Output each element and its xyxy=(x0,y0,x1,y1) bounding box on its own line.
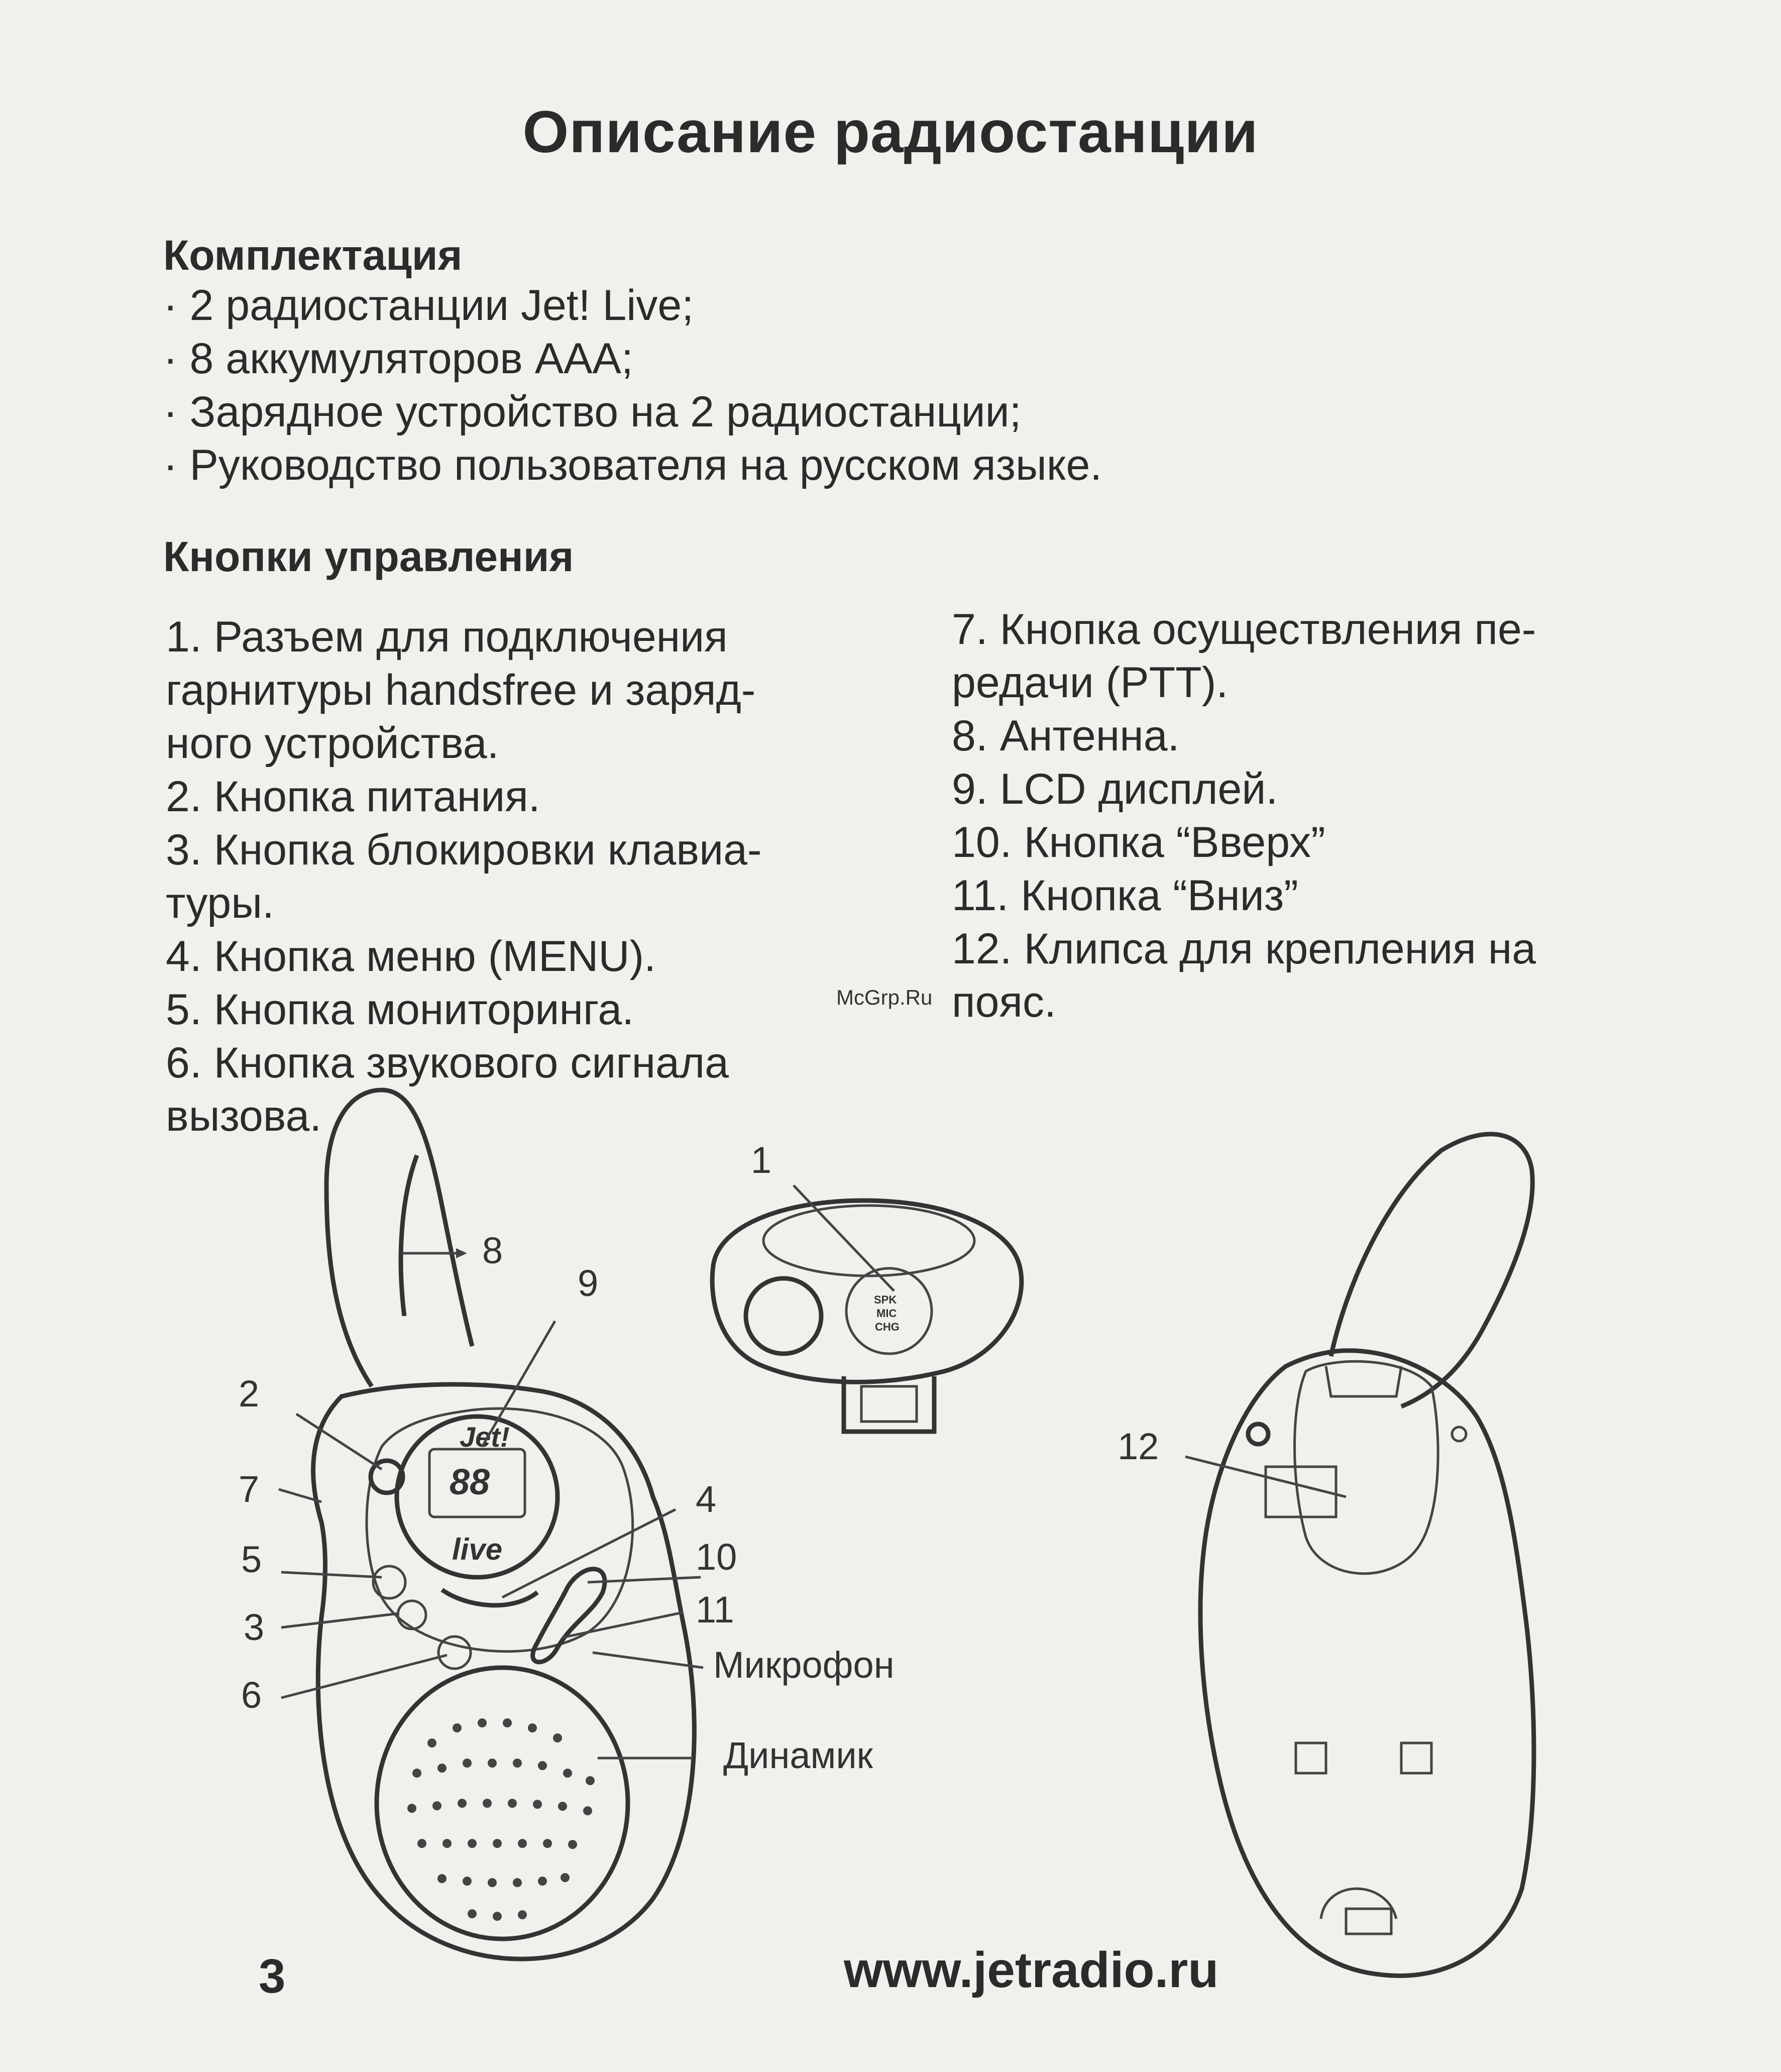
kit-heading: Комплектация xyxy=(163,232,463,279)
control-line: редачи (PTT). xyxy=(952,659,1229,707)
page-title: Описание радиостанции xyxy=(522,99,1259,165)
control-line: вызова. xyxy=(166,1092,322,1140)
callout-3: 3 xyxy=(244,1606,265,1648)
lcd-digits: 88 xyxy=(450,1462,490,1502)
callout-5: 5 xyxy=(241,1539,262,1580)
control-line: 8. Антенна. xyxy=(952,712,1180,760)
callout-9: 9 xyxy=(578,1262,599,1304)
speaker-label: Динамик xyxy=(723,1734,873,1776)
callout-2: 2 xyxy=(239,1373,260,1414)
control-line: 5. Кнопка мониторинга. xyxy=(166,986,634,1034)
front-radio-illustration xyxy=(313,1090,695,1959)
control-line: 12. Клипса для крепления на xyxy=(952,925,1536,973)
control-line: ного устройства. xyxy=(166,719,499,768)
callout-10: 10 xyxy=(696,1536,737,1578)
jack-label: SPK xyxy=(874,1293,897,1306)
website-url: www.jetradio.ru xyxy=(844,1942,1219,1998)
jack-label: MIC xyxy=(876,1307,897,1320)
control-line: 6. Кнопка звукового сигнала xyxy=(166,1039,729,1087)
logo-text: Jet! xyxy=(460,1421,510,1453)
callout-8: 8 xyxy=(482,1230,503,1271)
control-line: 9. LCD дисплей. xyxy=(952,765,1278,813)
callout-12: 12 xyxy=(1118,1426,1159,1467)
list-item: · Руководство пользователя на русском языке. xyxy=(163,439,1102,492)
microphone-label: Микрофон xyxy=(713,1644,895,1686)
control-line: туры. xyxy=(166,879,274,927)
list-item: · 2 радиостанции Jet! Live; xyxy=(163,279,1102,332)
page-number: 3 xyxy=(259,1949,286,2003)
control-line: 3. Кнопка блокировки клавиа- xyxy=(166,826,762,874)
list-item: · Зарядное устройство на 2 радиостанции; xyxy=(163,385,1102,439)
control-line: пояс. xyxy=(952,978,1056,1026)
callout-7: 7 xyxy=(239,1468,260,1510)
callout-6: 6 xyxy=(241,1674,262,1716)
callout-4: 4 xyxy=(696,1478,717,1520)
top-radio-illustration xyxy=(712,1201,1022,1432)
control-line: 11. Кнопка “Вниз” xyxy=(952,871,1298,920)
list-item: · 8 аккумуляторов ААА; xyxy=(163,332,1102,385)
control-line: 1. Разъем для подключения xyxy=(166,613,728,661)
back-radio-illustration xyxy=(1200,1134,1534,1976)
callout-11: 11 xyxy=(696,1589,734,1630)
control-line: 2. Кнопка питания. xyxy=(166,773,540,821)
control-line: 4. Кнопка меню (MENU). xyxy=(166,932,656,980)
callout-1: 1 xyxy=(751,1139,772,1181)
control-line: 10. Кнопка “Вверх” xyxy=(952,818,1325,866)
logo-sub: live xyxy=(452,1533,503,1566)
watermark: McGrp.Ru xyxy=(836,986,933,1009)
control-line: гарнитуры handsfree и заряд- xyxy=(166,666,756,714)
controls-heading: Кнопки управления xyxy=(163,533,574,580)
control-line: 7. Кнопка осуществления пе- xyxy=(952,605,1536,653)
jack-label: CHG xyxy=(875,1321,900,1333)
